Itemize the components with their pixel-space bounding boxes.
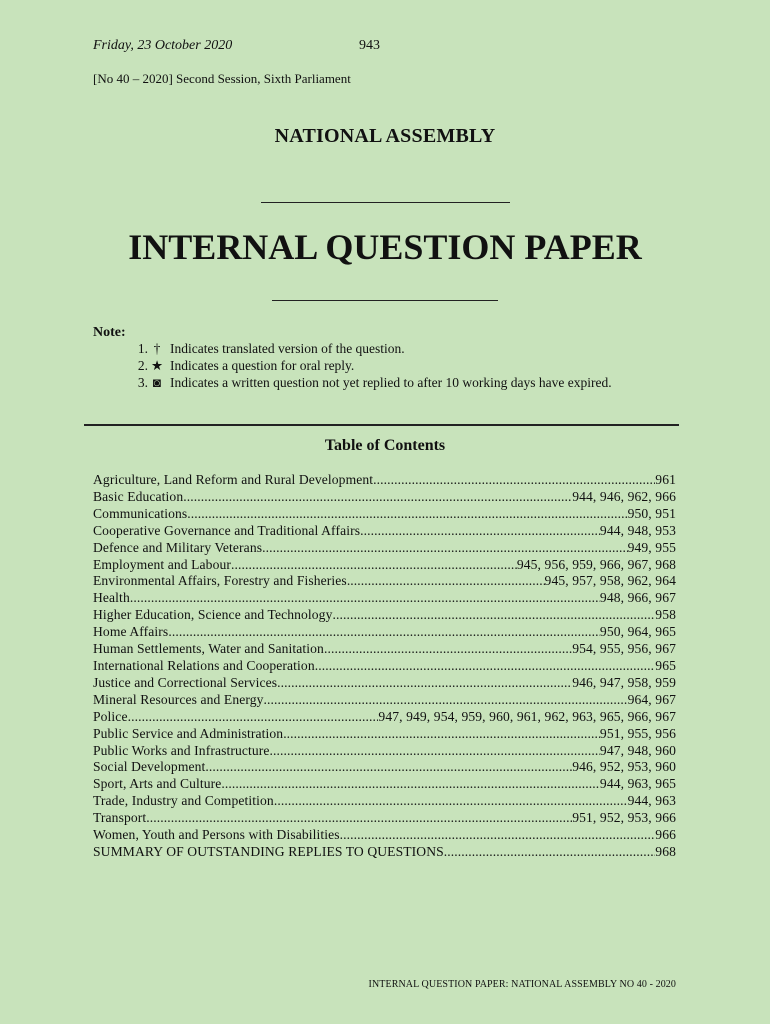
note-item (118, 357, 612, 374)
toc-entry[interactable] (93, 675, 676, 692)
toc-leader (130, 590, 600, 607)
toc-entry[interactable] (93, 793, 676, 810)
toc-entry-pages: 951, 952, 953, 966 (572, 810, 676, 826)
toc-entry-label: Public Works and Infrastructure (93, 742, 270, 758)
note-number: 2. (137, 358, 148, 373)
toc-leader (187, 506, 627, 523)
note-item (118, 340, 612, 357)
toc-entry-label: Women, Youth and Persons with Disabilities (93, 827, 340, 843)
inverse-circle-icon: ◙ (152, 375, 162, 390)
toc-entry[interactable] (93, 641, 676, 658)
toc-entry-pages: 961 (655, 472, 676, 487)
toc-entry[interactable] (93, 810, 676, 827)
toc-entry[interactable] (93, 624, 676, 641)
note-text: Indicates a question for oral reply. (170, 358, 355, 373)
toc-entry[interactable] (93, 607, 676, 624)
toc-entry[interactable] (93, 540, 676, 557)
toc-leader (347, 573, 545, 590)
toc-leader (283, 726, 600, 743)
toc-leader (168, 624, 600, 641)
toc-entry-pages: 966 (655, 827, 676, 843)
toc-entry-pages: 950, 964, 965 (599, 624, 676, 640)
divider-rule (272, 300, 498, 301)
toc-leader (340, 827, 656, 844)
toc-entry[interactable] (93, 692, 676, 709)
toc-entry-pages: 947, 948, 960 (599, 742, 676, 758)
note-item (118, 374, 612, 391)
toc-entry[interactable] (93, 523, 676, 540)
toc-entry-pages: 965 (655, 657, 676, 673)
toc-leader (332, 607, 655, 624)
assembly-heading: NATIONAL ASSEMBLY (274, 125, 496, 147)
toc-entry-pages: 964, 967 (627, 691, 676, 707)
toc-entry[interactable] (93, 827, 676, 844)
toc-entry-pages: 958 (655, 607, 676, 623)
toc-entry-pages: 946, 947, 958, 959 (572, 674, 676, 690)
toc-entry[interactable] (93, 557, 676, 574)
note-label: Note: (93, 325, 126, 340)
section-rule (84, 424, 679, 426)
toc-entry-label: Cooperative Governance and Traditional Affairs (93, 522, 361, 538)
toc-entry-label: Human Settlements, Water and Sanitation (93, 641, 324, 657)
toc-leader (205, 759, 572, 776)
note-text: Indicates a written question not yet replied to after 10 working days have expired. (170, 375, 612, 390)
toc-entry-label: Communications (93, 505, 188, 521)
toc-entry[interactable] (93, 709, 676, 726)
toc-leader (360, 523, 600, 540)
toc-entry-pages: 947, 949, 954, 959, 960, 961, 962, 963, 965, 966, 967 (378, 708, 676, 724)
toc-entry-label: Police (93, 708, 128, 724)
toc-leader (264, 692, 628, 709)
toc-leader (373, 472, 655, 489)
toc-entry[interactable] (93, 506, 676, 523)
toc-entry-label: Sport, Arts and Culture (93, 776, 222, 792)
toc-entry-label: Health (93, 590, 130, 606)
toc-entry-label: Environmental Affairs, Forestry and Fisheries (93, 573, 347, 589)
toc-entry[interactable] (93, 489, 676, 506)
session-line: [No 40 – 2020] Second Session, Sixth Parliament (93, 71, 351, 86)
toc-entry-pages: 944, 963 (627, 793, 676, 809)
toc-leader (183, 489, 572, 506)
toc-entry-pages: 968 (655, 843, 676, 859)
toc-entry-label: Justice and Correctional Services (93, 674, 278, 690)
page-number: 943 (359, 38, 380, 53)
toc-entry-label: Defence and Military Veterans (93, 539, 263, 555)
toc-entry-label: Trade, Industry and Competition (93, 793, 274, 809)
toc-entry-label: Higher Education, Science and Technology (93, 607, 333, 623)
toc-entry-pages: 948, 966, 967 (599, 590, 676, 606)
toc-entry[interactable] (93, 743, 676, 760)
toc-entry-label: Home Affairs (93, 624, 169, 640)
toc-entry-label: Social Development (93, 759, 206, 775)
toc-leader (146, 810, 572, 827)
toc-leader (128, 709, 379, 726)
toc-entry[interactable] (93, 776, 676, 793)
toc-entry-pages: 944, 948, 953 (599, 522, 676, 538)
toc-entry-label: Mineral Resources and Energy (93, 691, 264, 707)
page-title: INTERNAL QUESTION PAPER (128, 227, 642, 267)
note-number: 3. (137, 375, 148, 390)
toc-leader (274, 793, 628, 810)
toc-entry[interactable] (93, 658, 676, 675)
toc-entry-pages: 944, 963, 965 (599, 776, 676, 792)
toc-entry-pages: 950, 951 (627, 505, 676, 521)
toc-entry-pages: 944, 946, 962, 966 (572, 488, 676, 504)
toc-entry[interactable] (93, 844, 676, 861)
toc-leader (262, 540, 628, 557)
note-text: Indicates translated version of the question. (170, 341, 405, 356)
toc-leader (324, 641, 572, 658)
toc-entry[interactable] (93, 759, 676, 776)
dagger-icon: † (153, 341, 161, 356)
note-list (118, 340, 612, 391)
toc-title: Table of Contents (324, 437, 446, 454)
toc-entry-pages: 945, 956, 959, 966, 967, 968 (516, 556, 676, 572)
toc-entry-pages: 945, 957, 958, 962, 964 (544, 573, 676, 589)
toc-entry-label: Public Service and Administration (93, 725, 284, 741)
toc-leader (315, 658, 656, 675)
divider-rule (261, 202, 510, 203)
toc-leader (277, 675, 572, 692)
toc-entry-label: Agriculture, Land Reform and Rural Development (93, 472, 374, 487)
toc-entry[interactable] (93, 590, 676, 607)
toc-entry-label: Employment and Labour (93, 556, 232, 572)
toc-entry-pages: 954, 955, 956, 967 (572, 641, 676, 657)
toc-entry-label: International Relations and Cooperation (93, 657, 315, 673)
page-footer: INTERNAL QUESTION PAPER: NATIONAL ASSEMBLY NO 40 - 2020 (368, 979, 676, 990)
star-icon: ★ (150, 358, 164, 373)
toc-entry-label: Basic Education (93, 488, 184, 504)
toc-leader (231, 557, 517, 574)
note-number: 1. (137, 341, 148, 356)
toc-entry[interactable] (93, 472, 676, 489)
toc-entry-pages: 951, 955, 956 (599, 725, 676, 741)
toc-entry-pages: 949, 955 (627, 539, 676, 555)
table-of-contents (93, 472, 676, 861)
toc-entry-label: Transport (93, 810, 147, 826)
header-date: Friday, 23 October 2020 (93, 38, 233, 53)
toc-entry-pages: 946, 952, 953, 960 (572, 759, 676, 775)
toc-entry[interactable] (93, 573, 676, 590)
toc-leader (270, 743, 600, 760)
toc-leader (444, 844, 656, 861)
toc-entry[interactable] (93, 726, 676, 743)
toc-entry-label: SUMMARY OF OUTSTANDING REPLIES TO QUESTIONS (93, 843, 444, 859)
toc-leader (221, 776, 600, 793)
